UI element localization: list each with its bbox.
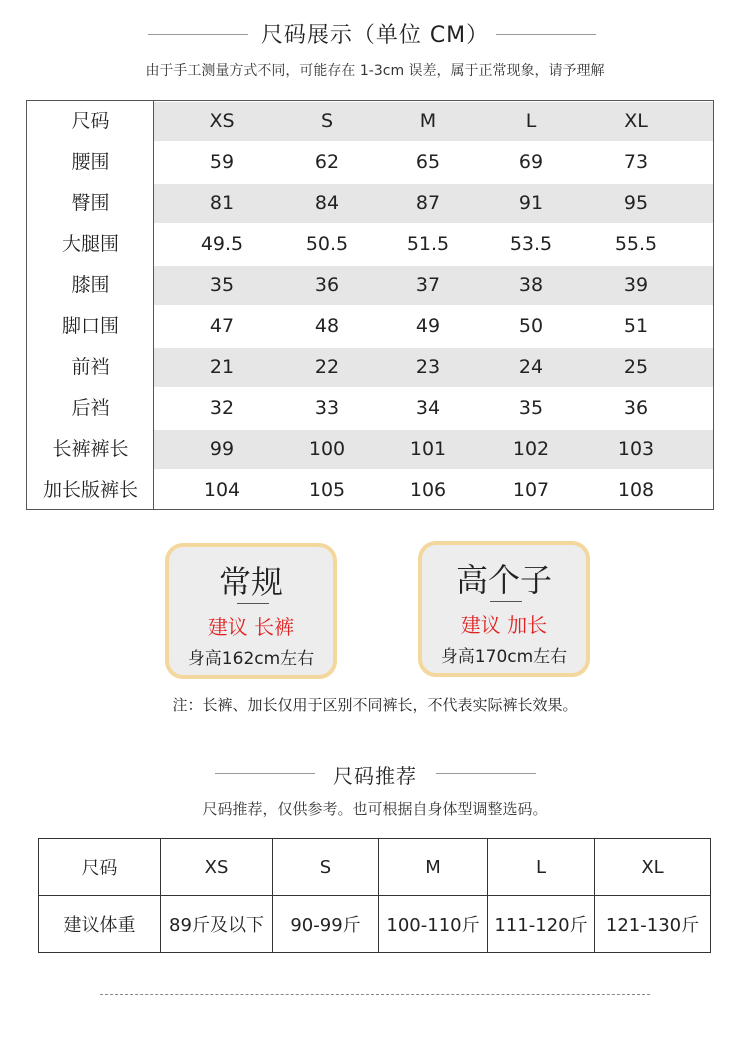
rec-row-label: 建议体重 bbox=[39, 896, 161, 953]
table-cell: 105 bbox=[308, 479, 346, 501]
rec-size-xl: XL bbox=[595, 839, 711, 896]
table-cell: 55.5 bbox=[614, 233, 658, 255]
card-divider bbox=[490, 601, 522, 602]
table-cell: 104 bbox=[203, 479, 241, 501]
length-note: 注：长裤、加长仅用于区别不同裤长，不代表实际裤长效果。 bbox=[172, 696, 578, 714]
card-recommendation: 建议 长裤 bbox=[207, 615, 295, 639]
table-cell: 47 bbox=[209, 315, 235, 337]
card-regular bbox=[165, 543, 337, 679]
table-cell: 91 bbox=[518, 192, 544, 214]
rec-weight-cell: 89斤及以下 bbox=[161, 896, 273, 953]
table-cell: 49.5 bbox=[200, 233, 244, 255]
rec-size-s: S bbox=[273, 839, 379, 896]
row-label: 大腿围 bbox=[61, 233, 119, 255]
table-cell: 102 bbox=[512, 438, 550, 460]
table-cell: 35 bbox=[518, 397, 544, 419]
row-label: 脚口围 bbox=[61, 315, 119, 337]
table-row bbox=[27, 306, 713, 347]
table-cell: 36 bbox=[314, 274, 340, 296]
table-cell: 48 bbox=[314, 315, 340, 337]
rec-weight-cell: 90-99斤 bbox=[273, 896, 379, 953]
table-row bbox=[27, 142, 713, 183]
table-cell: 106 bbox=[409, 479, 447, 501]
card-height: 身高170cm左右 bbox=[440, 647, 568, 667]
table-cell: 21 bbox=[209, 356, 235, 378]
row-label: 膝围 bbox=[71, 274, 110, 296]
row-label: 前裆 bbox=[71, 356, 110, 378]
table-cell: 73 bbox=[623, 151, 649, 173]
rec-weight-cell: 100-110斤 bbox=[379, 896, 488, 953]
card-title: 常规 bbox=[218, 563, 283, 601]
table-row bbox=[27, 388, 713, 429]
table-cell: 23 bbox=[415, 356, 441, 378]
table-cell: 65 bbox=[415, 151, 441, 173]
row-label: 臀围 bbox=[71, 192, 110, 214]
table-cell: 50.5 bbox=[305, 233, 349, 255]
table-cell: 95 bbox=[623, 192, 649, 214]
table-cell: 103 bbox=[617, 438, 655, 460]
table-cell: 24 bbox=[518, 356, 544, 378]
table-row bbox=[27, 347, 713, 388]
size-header-xs: XS bbox=[209, 110, 235, 132]
table-cell: 22 bbox=[314, 356, 340, 378]
table-row bbox=[27, 265, 713, 306]
table-cell: 32 bbox=[209, 397, 235, 419]
table-row bbox=[27, 429, 713, 470]
size-header-m: M bbox=[419, 110, 437, 132]
card-tall bbox=[418, 541, 590, 677]
rec-size-m: M bbox=[379, 839, 488, 896]
page-subtitle: 由于手工测量方式不同，可能存在 1-3cm 误差，属于正常现象，请予理解 bbox=[145, 63, 605, 79]
row-label: 后裆 bbox=[71, 397, 110, 419]
rec-size-xs: XS bbox=[161, 839, 273, 896]
table-cell: 99 bbox=[209, 438, 235, 460]
table-cell: 38 bbox=[518, 274, 544, 296]
row-label: 长裤裤长 bbox=[52, 438, 129, 460]
section2-title: 尺码推荐 bbox=[333, 764, 417, 788]
rec-header-row bbox=[39, 839, 711, 896]
recommendation-table bbox=[38, 838, 711, 953]
rec-weight-cell: 111-120斤 bbox=[488, 896, 595, 953]
table-cell: 50 bbox=[518, 315, 544, 337]
table-cell: 36 bbox=[623, 397, 649, 419]
size-header-row bbox=[27, 101, 713, 142]
bottom-dashed-divider bbox=[100, 994, 650, 995]
size-table bbox=[26, 100, 714, 510]
rec-weight-cell: 121-130斤 bbox=[595, 896, 711, 953]
rec-header-label: 尺码 bbox=[39, 839, 161, 896]
table-cell: 51 bbox=[623, 315, 649, 337]
table-cell: 33 bbox=[314, 397, 340, 419]
size-header-s: S bbox=[320, 110, 334, 132]
table-cell: 39 bbox=[623, 274, 649, 296]
table-row bbox=[27, 183, 713, 224]
table-cell: 100 bbox=[308, 438, 346, 460]
table-cell: 107 bbox=[512, 479, 550, 501]
label-column-divider bbox=[153, 101, 154, 509]
rec-weight-row bbox=[39, 896, 711, 953]
size-header-xl: XL bbox=[624, 110, 648, 132]
table-cell: 53.5 bbox=[509, 233, 553, 255]
size-header-l: L bbox=[525, 110, 537, 132]
rec-size-l: L bbox=[488, 839, 595, 896]
table-cell: 87 bbox=[415, 192, 441, 214]
page-title: 尺码展示（单位 CM） bbox=[260, 23, 490, 48]
size-header-label: 尺码 bbox=[71, 110, 110, 132]
card-recommendation: 建议 加长 bbox=[460, 613, 548, 637]
card-title: 高个子 bbox=[455, 561, 552, 599]
row-label: 腰围 bbox=[71, 151, 110, 173]
table-row bbox=[27, 224, 713, 265]
table-row bbox=[27, 470, 713, 511]
table-cell: 25 bbox=[623, 356, 649, 378]
table-cell: 34 bbox=[415, 397, 441, 419]
table-cell: 35 bbox=[209, 274, 235, 296]
table-cell: 108 bbox=[617, 479, 655, 501]
section2-subtitle: 尺码推荐，仅供参考。也可根据自身体型调整选码。 bbox=[202, 800, 548, 818]
table-cell: 81 bbox=[209, 192, 235, 214]
table-cell: 49 bbox=[415, 315, 441, 337]
row-label: 加长版裤长 bbox=[42, 479, 138, 501]
card-height: 身高162cm左右 bbox=[187, 649, 315, 669]
table-cell: 69 bbox=[518, 151, 544, 173]
table-cell: 62 bbox=[314, 151, 340, 173]
table-cell: 84 bbox=[314, 192, 340, 214]
table-cell: 101 bbox=[409, 438, 447, 460]
table-cell: 59 bbox=[209, 151, 235, 173]
table-cell: 51.5 bbox=[406, 233, 450, 255]
card-divider bbox=[237, 603, 269, 604]
table-cell: 37 bbox=[415, 274, 441, 296]
